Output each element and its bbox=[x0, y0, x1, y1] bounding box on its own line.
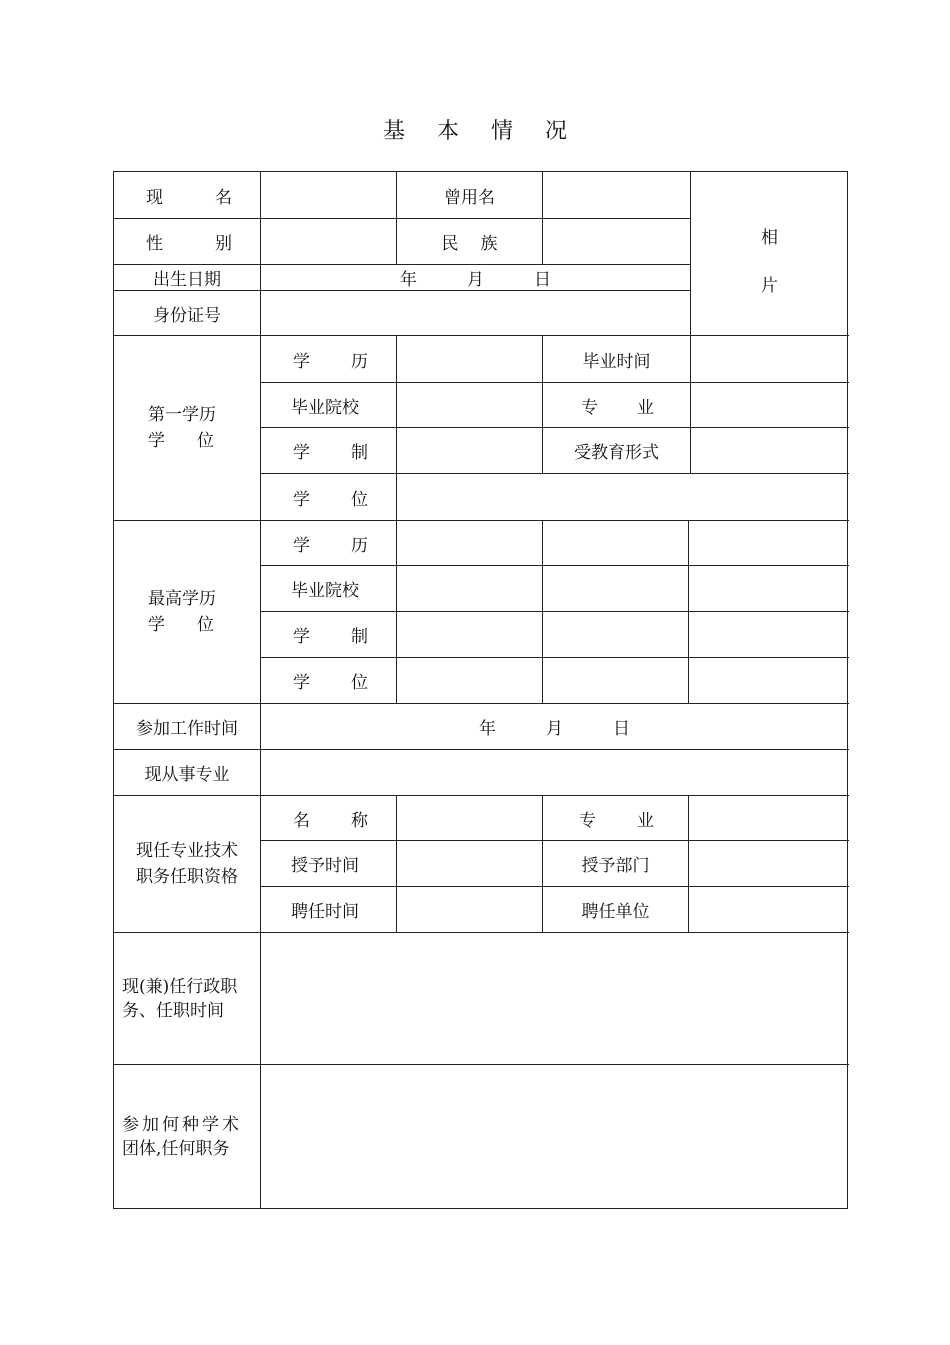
current-name-label: 现 名 bbox=[146, 187, 232, 208]
highest-duration-field-2[interactable] bbox=[543, 612, 688, 657]
ethnicity-field[interactable] bbox=[543, 219, 690, 264]
highest-school-label: 毕业院校 bbox=[291, 581, 359, 601]
id-number-field[interactable] bbox=[261, 291, 690, 335]
title-major-label: 专 业 bbox=[579, 810, 654, 831]
first-degree-heading: 第一学历 学 位 bbox=[148, 405, 216, 451]
highest-education-field-1[interactable] bbox=[397, 521, 542, 565]
page-title: 基 本 情 况 bbox=[382, 119, 568, 144]
first-education-field[interactable] bbox=[397, 336, 542, 382]
first-school-label: 毕业院校 bbox=[291, 397, 359, 418]
study-mode-label: 受教育形式 bbox=[574, 443, 659, 463]
work-start-field[interactable]: 年 月 日 bbox=[479, 719, 630, 739]
highest-education-field-2[interactable] bbox=[543, 521, 688, 565]
admin-post-label: 现(兼)任行政职 务、任职时间 bbox=[122, 976, 238, 1021]
highest-education-label: 学 历 bbox=[293, 535, 368, 556]
work-start-label: 参加工作时间 bbox=[136, 719, 238, 739]
highest-degree-field-2[interactable] bbox=[543, 658, 688, 703]
highest-duration-field-1[interactable] bbox=[397, 612, 542, 657]
first-education-label: 学 历 bbox=[293, 351, 368, 372]
current-specialty-field[interactable] bbox=[261, 750, 848, 795]
birth-date-field[interactable]: 年 月 日 bbox=[400, 270, 551, 290]
title-name-field[interactable] bbox=[397, 796, 542, 840]
highest-degree-field-1[interactable] bbox=[397, 658, 542, 703]
hired-unit-label: 聘任单位 bbox=[581, 902, 650, 922]
first-degree-field[interactable] bbox=[397, 474, 848, 520]
hired-time-label: 聘任时间 bbox=[291, 902, 359, 922]
graduation-time-label: 毕业时间 bbox=[582, 351, 651, 372]
granted-dept-field[interactable] bbox=[689, 841, 848, 886]
granted-time-label: 授予时间 bbox=[291, 856, 359, 876]
highest-duration-field-3[interactable] bbox=[689, 612, 848, 657]
birth-date-label: 出生日期 bbox=[153, 270, 221, 290]
granted-time-field[interactable] bbox=[397, 841, 542, 886]
title-name-label: 名 称 bbox=[293, 810, 368, 831]
highest-school-field-2[interactable] bbox=[543, 566, 688, 611]
highest-degree-heading: 最高学历 学 位 bbox=[148, 589, 216, 635]
current-name-field[interactable] bbox=[261, 172, 396, 218]
ethnicity-label: 民 族 bbox=[441, 234, 498, 254]
gender-label: 性 别 bbox=[146, 234, 232, 254]
id-number-label: 身份证号 bbox=[153, 305, 221, 326]
first-major-field[interactable] bbox=[691, 383, 848, 427]
gender-field[interactable] bbox=[261, 219, 396, 264]
first-degree-label: 学 位 bbox=[293, 489, 368, 510]
title-qualification-heading: 现任专业技术 职务任职资格 bbox=[136, 841, 238, 887]
first-duration-field[interactable] bbox=[397, 428, 542, 473]
hired-unit-field[interactable] bbox=[689, 887, 848, 932]
highest-degree-field-3[interactable] bbox=[689, 658, 848, 703]
former-name-field[interactable] bbox=[543, 172, 690, 218]
graduation-time-field[interactable] bbox=[691, 336, 848, 382]
academic-groups-label: 参加何种学术 团体,任何职务 bbox=[122, 1114, 242, 1159]
highest-degree-label: 学 位 bbox=[293, 673, 368, 693]
highest-school-field-3[interactable] bbox=[689, 566, 848, 611]
granted-dept-label: 授予部门 bbox=[581, 856, 650, 876]
current-specialty-label: 现从事专业 bbox=[144, 765, 230, 785]
first-school-field[interactable] bbox=[397, 383, 542, 427]
hired-time-field[interactable] bbox=[397, 887, 542, 932]
highest-duration-label: 学 制 bbox=[293, 627, 368, 647]
first-duration-label: 学 制 bbox=[293, 443, 368, 463]
study-mode-field[interactable] bbox=[691, 428, 848, 473]
first-major-label: 专 业 bbox=[581, 397, 654, 418]
photo-box[interactable]: 相 片 bbox=[761, 228, 778, 296]
basic-info-form bbox=[113, 171, 848, 1209]
admin-post-field[interactable] bbox=[261, 933, 848, 1064]
former-name-label: 曾用名 bbox=[444, 187, 495, 208]
title-major-field[interactable] bbox=[689, 796, 848, 840]
highest-education-field-3[interactable] bbox=[689, 521, 848, 565]
academic-groups-field[interactable] bbox=[261, 1065, 848, 1208]
highest-school-field-1[interactable] bbox=[397, 566, 542, 611]
